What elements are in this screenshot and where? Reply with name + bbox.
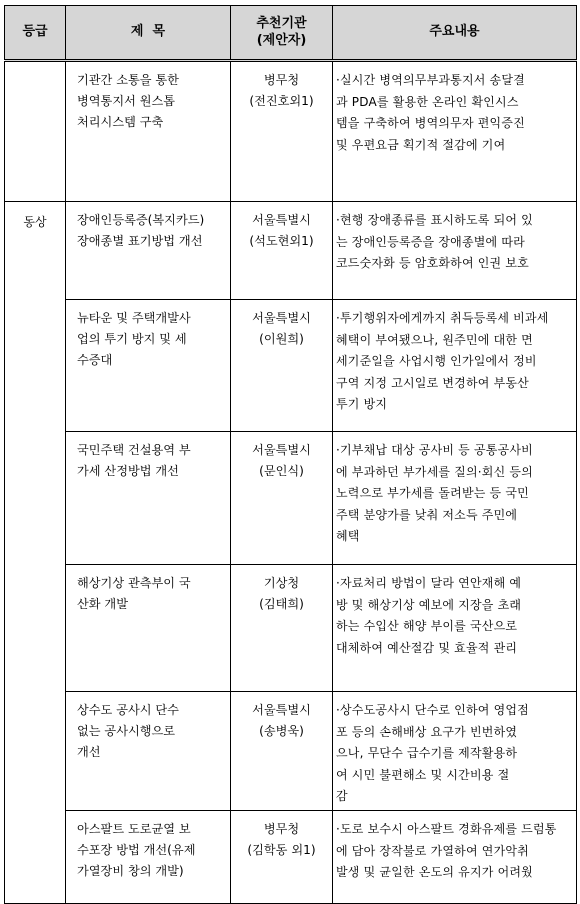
- content-line: 과 PDA를 활용한 온라인 확인시스: [336, 94, 519, 109]
- content-line: 포 등의 손해배상 요구가 빈번하였: [336, 724, 518, 739]
- proposer-name: (석도현외1): [249, 234, 314, 248]
- title-cell: [66, 811, 231, 904]
- title-line: 상수도 공사시 단수: [77, 703, 179, 717]
- content-line: 대체하여 예산절감 및 효율적 관리: [336, 640, 518, 655]
- title-line: 기관간 소통을 통한: [77, 73, 179, 87]
- agency-cell: [231, 202, 333, 300]
- title-line: 병역통지서 원스톱: [77, 94, 176, 108]
- title-line: 장애종별 표기방법 개선: [77, 234, 203, 248]
- agency-cell: [231, 432, 333, 565]
- header-title-text: 제 목: [130, 24, 166, 40]
- agency-cell: [231, 565, 333, 692]
- agency-name: 서울특별시: [252, 703, 311, 717]
- proposer-name: (전진호외1): [249, 94, 314, 108]
- title-line: 산화 개발: [77, 597, 128, 611]
- content-line: 주택 분양가를 낮춰 저소득 주민에: [336, 507, 518, 522]
- agency-cell: [231, 692, 333, 811]
- content-cell: [333, 811, 577, 904]
- title-line: 아스팔트 도로균열 보: [77, 822, 191, 836]
- title-line: 해상기상 관측부이 국: [77, 576, 191, 590]
- content-line: 템을 구축하여 병역의무자 편익증진: [336, 116, 525, 130]
- content-line: 노력으로 부가세를 돌려받는 등 국민: [336, 486, 529, 500]
- agency-name: 서울특별시: [252, 443, 311, 457]
- header-title: [66, 6, 231, 61]
- content-line: ·상수도공사시 단수로 인하여 영업점: [336, 703, 529, 717]
- proposer-name: (송병욱): [259, 724, 304, 738]
- content-line: 하는 수입산 해양 부이를 국산으로: [336, 619, 518, 633]
- content-line: 코드숫자화 등 암호화하여 인권 보호: [336, 256, 529, 270]
- content-cell: [333, 565, 577, 692]
- table-row: [5, 692, 577, 811]
- content-line: 는 장애인등록증을 장애종별에 따라: [336, 234, 525, 249]
- content-line: 구역 지정 고시일로 변경하여 부동산: [336, 375, 529, 390]
- content-cell: [333, 692, 577, 811]
- header-content: 주요내용: [333, 6, 577, 61]
- content-cell: [333, 61, 577, 202]
- content-line: 발생 및 균일한 온도의 유지가 어려웠: [336, 865, 533, 879]
- table-row: [5, 432, 577, 565]
- content-line: 에 부과하던 부가세를 질의·회신 등의: [336, 464, 533, 479]
- header-agency-line1: 추천기관: [256, 16, 307, 32]
- table-body: [5, 61, 577, 904]
- table-row: [5, 202, 577, 300]
- title-line: 장애인등록증(복지카드): [77, 213, 205, 227]
- content-line: ·투기행위자에게까지 취득등록세 비과세: [336, 311, 549, 325]
- title-line: 가세 산정방법 개선: [77, 464, 179, 478]
- content-line: 및 우편요금 획기적 절감에 기여: [336, 137, 506, 152]
- proposer-name: (김학동 외1): [247, 843, 316, 857]
- header-agency-line2: (제안자): [256, 32, 307, 48]
- agency-name: 기상청: [263, 576, 300, 590]
- award-table: [4, 5, 577, 904]
- content-cell: [333, 432, 577, 565]
- proposer-name: (김태희): [259, 597, 304, 611]
- agency-name: 서울특별시: [252, 311, 311, 325]
- agency-name: 병무청: [263, 73, 300, 87]
- content-line: 혜택: [336, 529, 360, 543]
- content-line: ·기부채납 대상 공사비 등 공통공사비: [336, 443, 533, 457]
- content-line: ·자료처리 방법이 달라 연안재해 예: [336, 576, 522, 590]
- content-line: ·도로 보수시 아스팔트 경화유제를 드럼통: [336, 822, 557, 836]
- content-line: ·현행 장애종류를 표시하도록 되어 있: [336, 213, 533, 227]
- content-line: 방 및 해상기상 예보에 지장을 초래: [336, 597, 522, 612]
- agency-name: 서울특별시: [252, 213, 311, 227]
- table-row: [5, 565, 577, 692]
- title-line: 가열장비 창의 개발): [77, 864, 184, 878]
- table-row: [5, 300, 577, 432]
- grade-cell: [5, 202, 66, 904]
- content-line: 에 담아 장작불로 가열하여 연가악취: [336, 843, 529, 858]
- title-line: 없는 공사시행으로: [77, 724, 176, 738]
- title-line: 국민주택 건설용역 부: [77, 443, 191, 457]
- title-cell: [66, 202, 231, 300]
- content-line: 여 시민 불편해소 및 시간비용 절: [336, 767, 510, 782]
- proposer-name: (이원희): [259, 332, 304, 346]
- agency-cell: [231, 811, 333, 904]
- header-agency: [231, 6, 333, 61]
- content-line: 으나, 무단수 급수기를 제작활용하: [336, 746, 518, 760]
- table-row: [5, 61, 577, 202]
- title-cell: [66, 61, 231, 202]
- grade-cell: [5, 61, 66, 202]
- agency-cell: [231, 61, 333, 202]
- content-cell: [333, 300, 577, 432]
- content-line: 혜택이 부여됐으나, 원주민에 대한 면: [336, 332, 533, 347]
- agency-cell: [231, 300, 333, 432]
- title-cell: [66, 432, 231, 565]
- header-grade: 등급: [5, 6, 66, 61]
- title-cell: [66, 300, 231, 432]
- title-line: 처리시스템 구축: [77, 115, 164, 129]
- content-cell: [333, 202, 577, 300]
- title-cell: [66, 565, 231, 692]
- title-line: 뉴타운 및 주택개발사: [77, 311, 191, 325]
- agency-name: 병무청: [263, 822, 300, 836]
- grade-label: 동상: [23, 215, 47, 229]
- title-line: 수포장 방법 개선(유제: [77, 843, 196, 857]
- title-cell: [66, 692, 231, 811]
- title-line: 업의 투기 방지 및 세: [77, 332, 187, 346]
- content-line: 세기준일을 사업시행 인가일에서 정비: [336, 354, 537, 368]
- title-line: 수증대: [77, 353, 113, 367]
- content-line: ·실시간 병역의무부과통지서 송달결: [336, 73, 525, 87]
- table-header-row: [5, 6, 577, 61]
- content-line: 감: [336, 789, 348, 803]
- title-line: 개선: [77, 745, 101, 759]
- table-row: [5, 811, 577, 904]
- proposer-name: (문인식): [259, 464, 304, 478]
- content-line: 투기 방지: [336, 397, 388, 411]
